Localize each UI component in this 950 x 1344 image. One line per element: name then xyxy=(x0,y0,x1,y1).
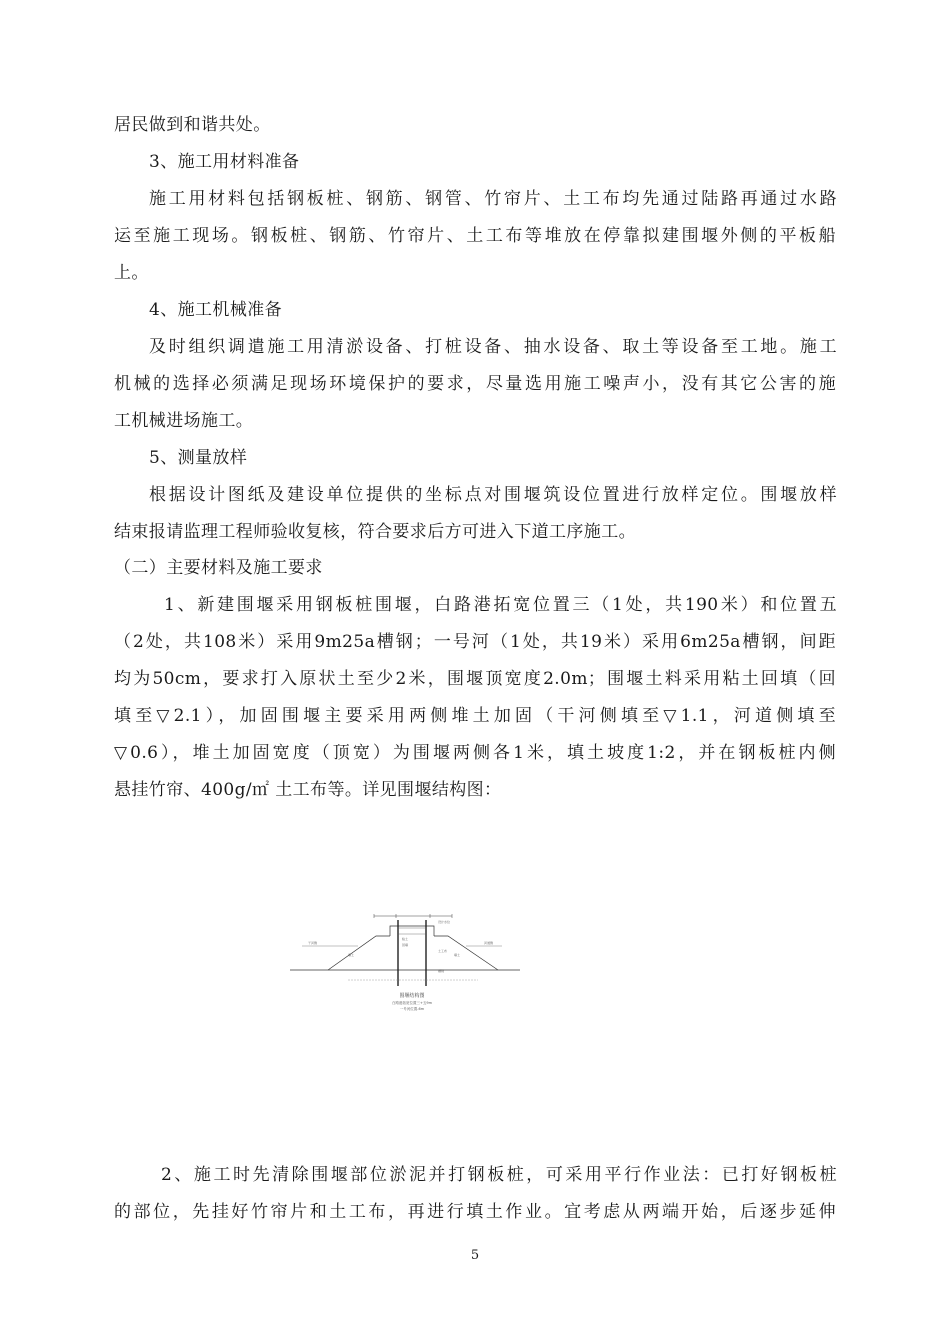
section-heading-3: 3、施工用材料准备 xyxy=(149,152,300,172)
paragraph-line: 填至▽2.1），加固围堰主要采用两侧堆土加固（干河侧填至▽1.1，河道侧填至 xyxy=(114,706,836,726)
paragraph-line: ▽0.6），堆土加固宽度（顶宽）为围堰两侧各1米，填土坡度1:2，并在钢板桩内侧 xyxy=(114,743,836,763)
paragraph-line: （2处，共108米）采用9m25a槽钢；一号河（1处，共19米）采用6m25a槽钢，间距 xyxy=(114,632,836,652)
svg-text:干河侧: 干河侧 xyxy=(308,941,318,945)
paragraph-line: 2、施工时先清除围堰部位淤泥并打钢板桩，可采用平行作业法：已打好钢板桩 xyxy=(161,1165,837,1185)
cofferdam-structure-figure xyxy=(288,906,528,1018)
paragraph-line: 悬挂竹帘、400g/㎡ 土工布等。详见围堰结构图： xyxy=(114,780,502,800)
paragraph-line: 机械的选择必须满足现场环境保护的要求，尽量选用施工噪声小，没有其它公害的施 xyxy=(114,374,836,394)
paragraph-line: 均为50cm，要求打入原状土至少2米，围堰顶宽度2.0m；围堰土料采用粘土回填（回 xyxy=(114,669,836,689)
svg-text:设计水位: 设计水位 xyxy=(438,920,451,924)
figure-note: 一号河位置-6m xyxy=(399,1007,425,1011)
figure-note: 白路港拓宽位置三+五9m xyxy=(391,1001,433,1005)
svg-text:粘土: 粘土 xyxy=(402,937,409,941)
svg-text:土工布: 土工布 xyxy=(438,949,448,953)
paragraph-line: 工机械进场施工。 xyxy=(114,411,254,431)
svg-text:填土: 填土 xyxy=(348,953,355,957)
paragraph-line: 运至施工现场。钢板桩、钢筋、竹帘片、土工布等堆放在停靠拟建围堰外侧的平板船 xyxy=(114,226,836,246)
svg-text:回填: 回填 xyxy=(402,943,409,947)
section-heading-5: 5、测量放样 xyxy=(149,448,248,468)
paragraph-line: 及时组织调遣施工用清淤设备、打桩设备、抽水设备、取土等设备至工地。施工 xyxy=(149,337,837,357)
paragraph-line: 1、新建围堰采用钢板桩围堰，白路港拓宽位置三（1处，共190米）和位置五 xyxy=(164,595,837,615)
paragraph-line: 施工用材料包括钢板桩、钢筋、钢管、竹帘片、土工布均先通过陆路再通过水路 xyxy=(149,189,837,209)
paragraph-line: 结束报请监理工程师验收复核，符合要求后方可进入下道工序施工。 xyxy=(114,522,636,542)
paragraph-line: 根据设计图纸及建设单位提供的坐标点对围堰筑设位置进行放样定位。围堰放样 xyxy=(149,485,837,505)
section-heading-2: （二）主要材料及施工要求 xyxy=(114,558,323,578)
svg-text:槽钢: 槽钢 xyxy=(438,969,445,973)
page-number: 5 xyxy=(470,1248,480,1263)
paragraph-line: 的部位，先挂好竹帘片和土工布，再进行填土作业。宜考虑从两端开始，后逐步延伸 xyxy=(114,1202,836,1222)
svg-text:填土: 填土 xyxy=(454,953,461,957)
paragraph-line: 上。 xyxy=(114,263,149,283)
paragraph-line: 居民做到和谐共处。 xyxy=(114,115,271,135)
figure-caption: 围堰结构图 xyxy=(399,993,425,999)
section-heading-4: 4、施工机械准备 xyxy=(149,300,283,320)
svg-text:河道侧: 河道侧 xyxy=(484,941,494,945)
